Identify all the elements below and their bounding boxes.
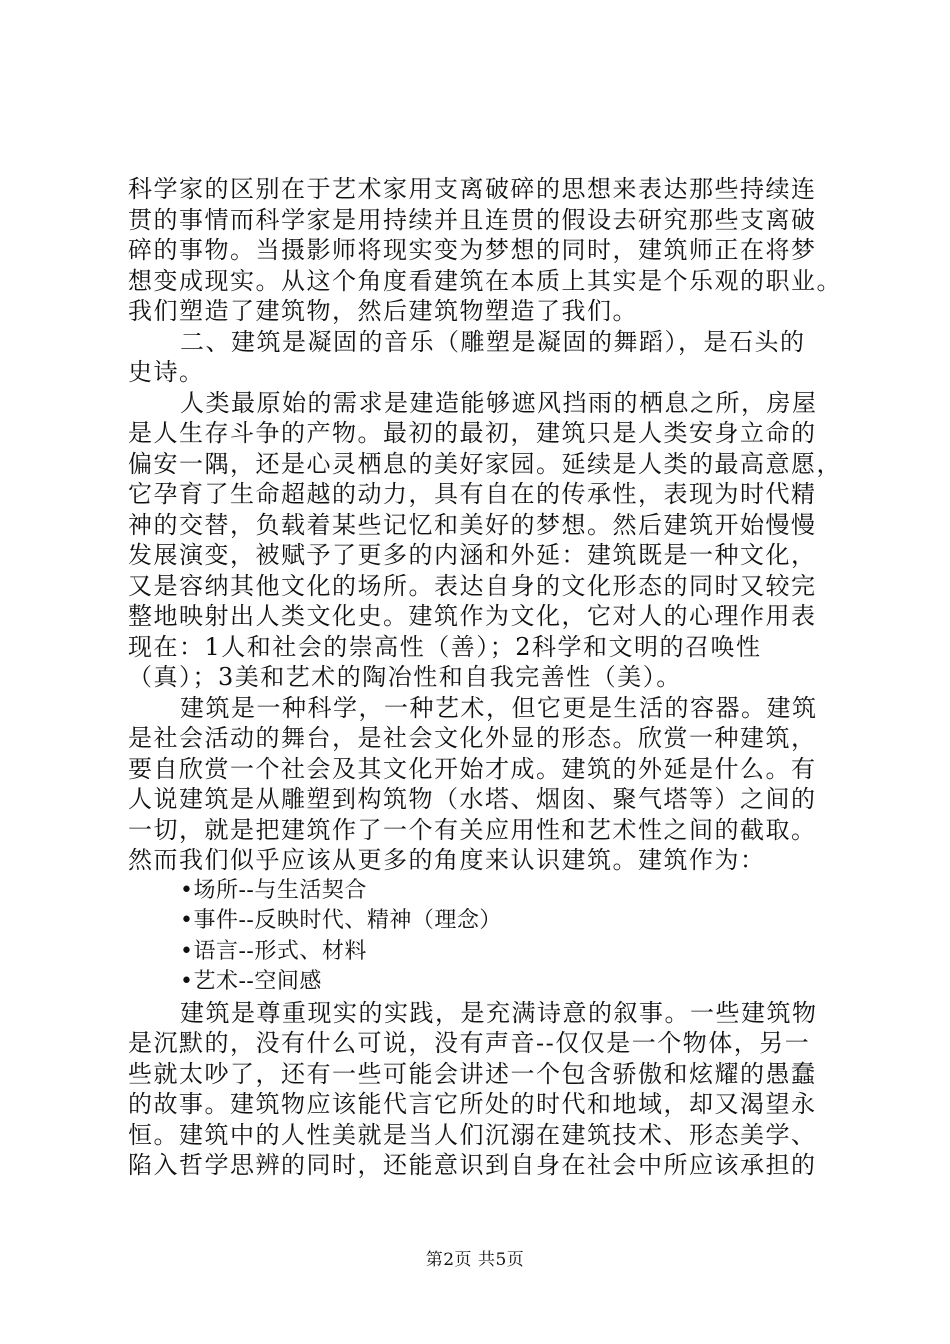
text-line: 建筑是尊重现实的实践，是充满诗意的叙事。一些建筑物 (180, 998, 818, 1027)
text-line: 科学家的区别在于艺术家用支离破碎的思想来表达那些持续连 (128, 175, 817, 203)
bullet-line: •语言--形式、材料 (180, 938, 367, 964)
text-line: 是人生存斗争的产物。最初的最初，建筑只是人类安身立命的 (128, 419, 817, 447)
text-line: 史诗。 (128, 358, 205, 386)
text-line: 又是容纳其他文化的场所。表达自身的文化形态的同时又较完 (128, 571, 817, 600)
text-line: 想变成现实。从这个角度看建筑在本质上其实是个乐观的职业。 (128, 266, 842, 295)
document-body (128, 174, 842, 1181)
text-line: 些就太吵了，还有一些可能会讲述一个包含骄傲和炫耀的愚蠢 (128, 1059, 817, 1088)
text-line: 要自欣赏一个社会及其文化开始才成。建筑的外延是什么。有 (128, 754, 817, 783)
bullet-line: •事件--反映时代、精神（理念） (180, 908, 502, 933)
text-line: 我们塑造了建筑物，然后建筑物塑造了我们。 (128, 297, 638, 325)
text-line: 的故事。建筑物应该能代言它所处的时代和地域，却又渴望永 (128, 1090, 817, 1118)
text-line: 恒。建筑中的人性美就是当人们沉溺在建筑技术、形态美学、 (128, 1120, 817, 1149)
text-line: 发展演变，被赋予了更多的内涵和外延：建筑既是一种文化， (128, 541, 817, 569)
text-line: 是沉默的，没有什么可说，没有声音--仅仅是一个物体，另一 (128, 1029, 811, 1057)
text-line: 碎的事物。当摄影师将现实变为梦想的同时，建筑师正在将梦 (128, 236, 817, 264)
text-line: 整地映射出人类文化史。建筑作为文化，它对人的心理作用表 (128, 602, 817, 630)
bullet-line: •场所--与生活契合 (180, 877, 367, 903)
text-line: （真）；3美和艺术的陶冶性和自我完善性（美）。 (128, 663, 682, 691)
text-line: 人说建筑是从雕塑到构筑物（水塔、烟囱、聚气塔等）之间的 (128, 785, 817, 813)
text-line: 现在：1人和社会的崇高性（善）；2科学和文明的召唤性 (128, 632, 762, 661)
text-line: 陷入哲学思辨的同时，还能意识到自身在社会中所应该承担的 (128, 1151, 817, 1179)
text-line: 贯的事情而科学家是用持续并且连贯的假设去研究那些支离破 (128, 205, 817, 234)
bullet-line: •艺术--空间感 (180, 969, 322, 994)
text-line: 偏安一隅，还是心灵栖息的美好家园。延续是人类的最高意愿， (128, 449, 842, 478)
page-number-footer: 第2页 共5页 (425, 1250, 525, 1270)
text-line: 建筑是一种科学，一种艺术，但它更是生活的容器。建筑 (180, 693, 818, 722)
text-line: 人类最原始的需求是建造能够遮风挡雨的栖息之所，房屋 (180, 388, 818, 417)
text-line: 是社会活动的舞台，是社会文化外显的形态。欣赏一种建筑， (128, 724, 817, 752)
text-line: 它孕育了生命超越的动力，具有自在的传承性，表现为时代精 (128, 480, 817, 508)
text-line: 神的交替，负载着某些记忆和美好的梦想。然后建筑开始慢慢 (128, 510, 817, 539)
text-line: 二、建筑是凝固的音乐（雕塑是凝固的舞蹈），是石头的 (180, 327, 806, 356)
text-line: 然而我们似乎应该从更多的角度来认识建筑。建筑作为： (128, 846, 766, 874)
text-line: 一切，就是把建筑作了一个有关应用性和艺术性之间的截取。 (128, 815, 817, 844)
